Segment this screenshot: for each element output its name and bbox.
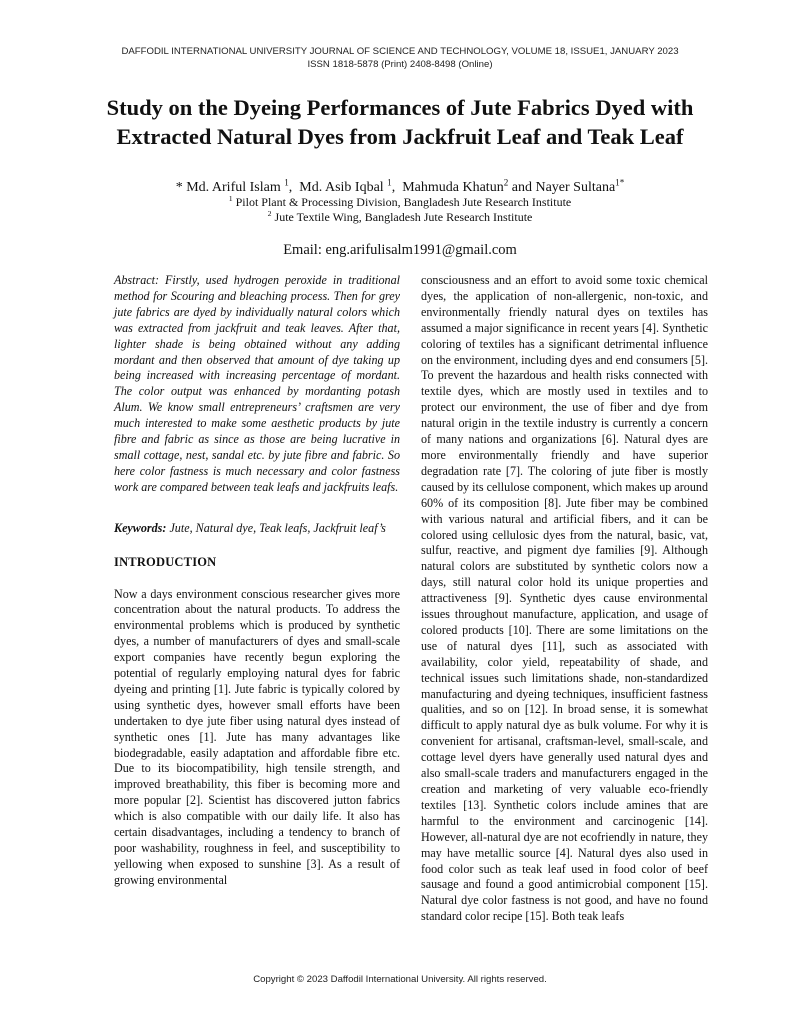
affiliation-1-marker: 1	[228, 194, 233, 203]
affiliation-2-text: Jute Textile Wing, Bangladesh Jute Research Institute	[274, 210, 533, 224]
introduction-text-right: consciousness and an effort to avoid some toxic chemical dyes, the application of non-allergenic, non-toxic, and environmentally friendly natural dyes on textiles has assumed a major significance in recent years [4]. Synthetic coloring of textiles has a significant detrimental influence on the environment, including dyes and end consumers [5]. To prevent the hazardous and health risks connected with textile dyes, which are mostly used in textiles and to protect our environment, the use of fiber and dye from natural origin in the textile industry is currently a concern of many nations and organizations [6]. Natural dyes are more environmentally friendly and have superior degradation rate [7]. The coloring of jute fiber is mostly caused by its cellulose component, which makes up around 60% of its composition [8]. Jute fiber may be combined with various natural and artificial fibers, and it can be colored using cellulosic dyes from the natural, basic, vat, sulfur, reactive, and pigment dye families [9]. Although natural colors are substituted by synthetic colors now a days, still natural color hold its unique properties and attractiveness [9]. Synthetic dyes cause environmental issues throughout manufacture, application, and usage of colored products [10]. There are some limitations on the use of natural dyes [11], such as associated with availability, color yield, repeatability of shade, and technical issues such limitations shade, non-standardized manufacturing and dyeing techniques, insufficient fastness qualities, and so on [12]. In broad sense, it is somewhat difficult to apply natural dye as bulk volume. For why it is convenient for artisanal, craftsman-level, small-scale, and cottage level dyers have generally used natural dyes and also small-scale traders and manufacturers engaged in the creation and marketing of very valuable eco-friendly textiles [13]. Synthetic colors include amines that are harmful to the environment and carcinogenic [14]. However, all-natural dye are not ecofriendly in nature, they may have metallic source [4]. Natural dyes also used in food color such as teak leaf used in food color of beef sausage and found a good antimicrobial component [15]. Natural dye color fastness is not good, and have no found standard color recipe [15]. Both teak leafs	[421, 273, 708, 924]
author-4-affil: 1*	[615, 177, 625, 188]
affiliation-2	[60, 210, 740, 224]
abstract: Abstract: Firstly, used hydrogen peroxide in traditional method for Scouring and bleaching process. Then for grey jute fabrics are dyed by individually natural colors which was extracted from jackfruit and teak leaves. After that, lighter shade is being obtained without any adding mordant and then observed that amount of dye taking up being increased with increasing percentage of mordant. The color output was enhanced by mordanting potash Alum. We know small entrepreneurs’ craftsmen are very much interested to make some aesthetic products by jute fibre and fabric as since as those are being lucrative in small cottage, nest, sandal etc. by jute fibre and fabric. So here color fastness is much necessary and color fastness work are compared between teak leafs and jackfruits leafs.	[114, 273, 400, 494]
right-column	[421, 273, 708, 925]
introduction-heading: INTRODUCTION	[114, 554, 217, 569]
author-4: and Nayer Sultana	[511, 180, 616, 195]
title-line-1: Study on the Dyeing Performances of Jute Fabrics Dyed with	[106, 95, 694, 120]
affiliation-1	[60, 195, 740, 209]
left-column	[114, 273, 400, 889]
title-line-2: Extracted Natural Dyes from Jackfruit Leaf and Teak Leaf	[116, 124, 684, 149]
author-1: * Md. Ariful Islam	[175, 180, 281, 195]
issn-line: ISSN 1818-5878 (Print) 2408-8498 (Online)	[307, 59, 493, 70]
affiliation-1-text: Pilot Plant & Processing Division, Bangladesh Jute Research Institute	[235, 195, 572, 209]
author-3: Mahmuda Khatun	[402, 180, 504, 195]
journal-header	[60, 45, 740, 71]
keywords-text: Jute, Natural dye, Teak leafs, Jackfruit leaf’s	[169, 520, 386, 535]
affiliation-2-marker: 2	[267, 209, 272, 218]
introduction-text-left: Now a days environment conscious researcher gives more concentration about the natural products. To address the environmental problems which is produced by synthetic dyes, a number of manufacturers of dyes and small-scale export companies have recently begun exploring the potential of regularly employing natural dyes for fabric dyeing and printing [1]. Jute fabric is typically colored by using synthetic dyes, however small efforts have been undertaken to dye jute fiber using natural dyes instead of synthetic ones [1]. Jute has many advantages like biodegradable, easily adaptation and affordable fibre etc. Due to its biocompatibility, high tensile strength, and improved breathability, this fiber is becoming more and more popular [2]. Scientist has discovered jutton fabrics which is also compatible with our daily life. It also has certain disadvantages, including a tendency to branch of poor washability, roughness in feel, and susceptibility to yellowing when exposed to sunshine [3]. As a result of growing environmental	[114, 586, 400, 887]
author-list: * Md. Ariful Islam $^1$, Md. Asib Iqbal $^1$, Mahmuda Khatun$^2$ and Nayer Sultana$^{1*}$	[175, 177, 625, 195]
author-3-affil: 2	[503, 177, 509, 188]
contact-email: Email: eng.arifulisalm1991@gmail.com	[283, 242, 517, 258]
copyright-footer: Copyright © 2023 Daffodil International University. All rights reserved.	[253, 974, 547, 985]
keywords	[114, 521, 400, 537]
author-1-affil: 1	[284, 177, 289, 188]
keywords-label: Keywords:	[114, 520, 167, 535]
author-2-affil: 1	[387, 177, 392, 188]
journal-title-line: DAFFODIL INTERNATIONAL UNIVERSITY JOURNAL OF SCIENCE AND TECHNOLOGY, VOLUME 18, ISSUE1, JANUARY 2023	[121, 46, 679, 57]
author-2: Md. Asib Iqbal	[299, 180, 384, 195]
paper-title	[40, 93, 760, 151]
